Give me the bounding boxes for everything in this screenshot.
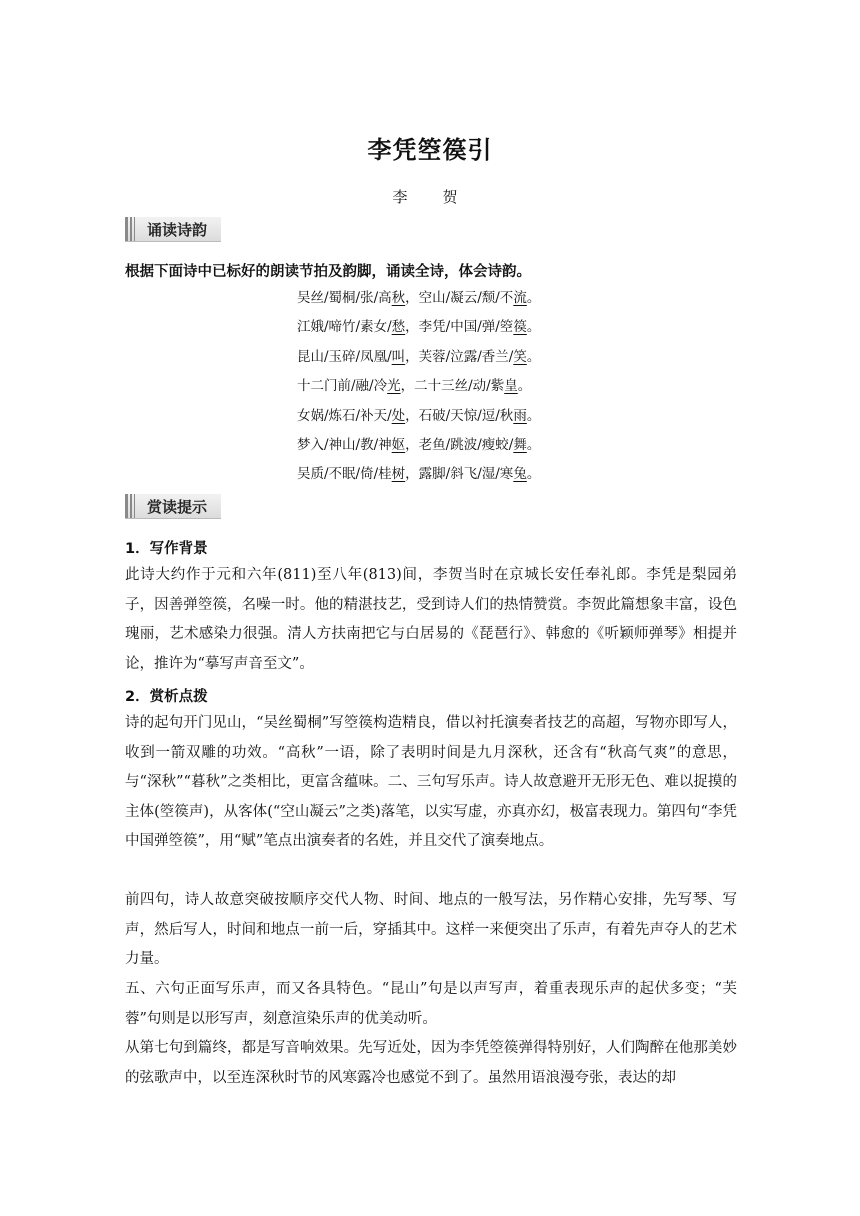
paragraph-background: 此诗大约作于元和六年(811)至八年(813)间，李贺当时在京城长安任奉礼郎。李凭是梨园弟子，因善弹箜篌，名噪一时。他的精湛技艺，受到诗人们的热情赞赏。李贺此篇想象丰富，设色瑰丽，艺术感染力很强。清人方扶南把它与白居易的《琵琶行》、韩愈的《听颖师弹琴》相提并论，推许为“摹写声音至文”。 <box>125 567 737 672</box>
section-label: 赏读提示 <box>147 498 208 516</box>
paragraph-analysis-2: 前四句，诗人故意突破按顺序交代人物、时间、地点的一般写法，另作精心安排，先写琴、写声，然后写人，时间和地点一前一后，穿插其中。这样一来便突出了乐声，有着先声夺人的艺术力量。 <box>125 892 737 968</box>
poem-line: 吴丝/蜀桐/张/高秋，空山/凝云/颓/不流。 <box>297 290 541 306</box>
author: 李 贺 <box>392 188 468 206</box>
paragraph-analysis-4: 从第七句到篇终，都是写音响效果。先写近处，因为李凭箜篌弹得特别好，人们陶醉在他那美妙的弦歌声中，以至连深秋时节的风寒露冷也感觉不到了。虽然用语浪漫夸张，表达的却 <box>125 1040 737 1086</box>
poem-line: 江娥/啼竹/素女/愁，李凭/中国/弹/箜篌。 <box>297 319 541 336</box>
poem-line: 女娲/炼石/补天/处，石破/天惊/逗/秋雨。 <box>297 407 541 424</box>
page-title: 李凭箜篌引 <box>367 136 493 164</box>
paragraph-analysis-3: 五、六句正面写乐声，而又各具特色。“昆山”句是以声写声，着重表现乐声的起伏多变；“芙蓉”句则是以形写声，刻意渲染乐声的优美动听。 <box>125 981 737 1027</box>
section-tag-reading-tips <box>125 494 221 519</box>
paragraph-analysis-1: 诗的起句开门见山，“吴丝蜀桐”写箜篌构造精良，借以衬托演奏者技艺的高超，写物亦即写人，收到一箭双雕的功效。“高秋”一语，除了表明时间是九月深秋，还含有“秋高气爽”的意思，与“深秋”“暮秋”之类相比，更富含蕴味。二、三句写乐声。诗人故意避开无形无色、难以捉摸的主体(箜篌声)，从客体(“空山凝云”之类)落笔，以实写虚，亦真亦幻，极富表现力。第四句“李凭中国弹箜篌”，用“赋”笔点出演奏者的名姓，并且交代了演奏地点。 <box>125 715 737 850</box>
heading-background: 1．写作背景 <box>125 541 208 557</box>
section-tag-recite <box>125 217 221 242</box>
instruction: 根据下面诗中已标好的朗读节拍及韵脚，诵读全诗，体会诗韵。 <box>125 264 531 280</box>
poem-line: 十二门前/融/冷光，二十三丝/动/紫皇。 <box>297 378 532 395</box>
poem-line: 昆山/玉碎/凤凰/叫，芙蓉/泣露/香兰/笑。 <box>297 348 541 365</box>
section-bars-icon <box>125 217 137 241</box>
poem <box>297 288 597 494</box>
section-bars-icon <box>125 494 137 518</box>
poem-line: 梦入/神山/教/神妪，老鱼/跳波/瘦蛟/舞。 <box>297 436 541 453</box>
poem-line: 吴质/不眠/倚/桂树，露脚/斜飞/湿/寒兔。 <box>297 466 541 483</box>
heading-analysis: 2．赏析点拨 <box>125 689 208 705</box>
section-label: 诵读诗韵 <box>147 221 208 239</box>
